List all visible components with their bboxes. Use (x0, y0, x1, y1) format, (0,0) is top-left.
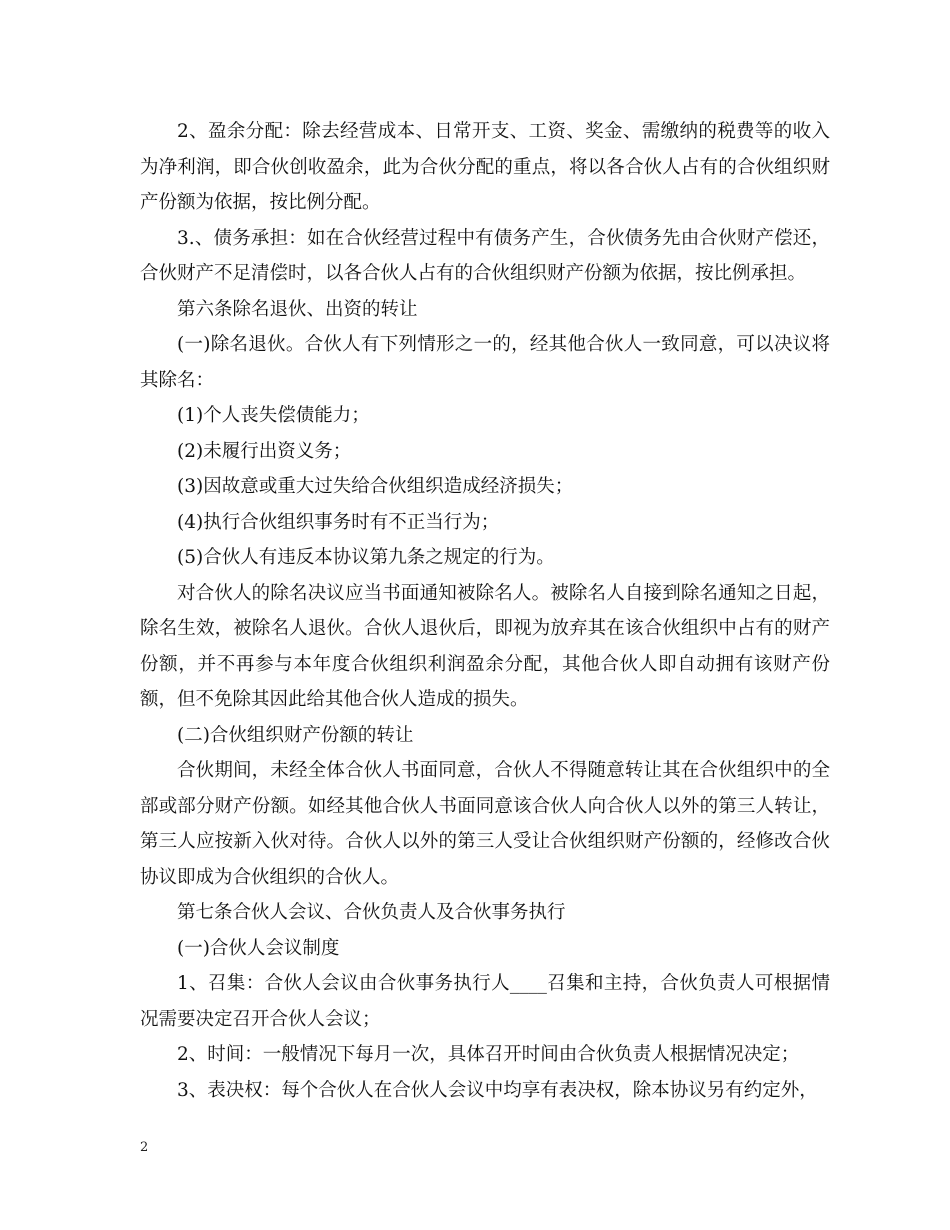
paragraph-convening: 1、召集：合伙人会议由合伙事务执行人____召集和主持，合伙负责人可根据情况需要决定召开合伙人会议； (140, 973, 830, 1030)
list-item-5: (5)合伙人有违反本协议第九条之规定的行为。 (177, 547, 555, 568)
heading-article-6: 第六条除名退伙、出资的转让 (177, 298, 418, 320)
page-number: 2 (140, 1140, 149, 1155)
heading-share-transfer: (二)合伙组织财产份额的转让 (177, 724, 414, 746)
paragraph-expulsion: (一)除名退伙。合伙人有下列情形之一的，经其他合伙人一致同意，可以决议将其除名： (140, 334, 830, 391)
document-body (140, 114, 830, 1108)
paragraph-voting-rights: 3、表决权：每个合伙人在合伙人会议中均享有表决权，除本协议另有约定外， (177, 1079, 818, 1101)
list-item-1: (1)个人丧失偿债能力； (177, 405, 370, 426)
paragraph-share-transfer: 合伙期间，未经全体合伙人书面同意，合伙人不得随意转让其在合伙组织中的全部或部分财产份额。如经其他合伙人书面同意该合伙人向合伙人以外的第三人转让，第三人应按新入伙对待。合伙人以外的第三人受让合伙组织财产份额的，经修改合伙协议即成为合伙组织的合伙人。 (140, 760, 830, 888)
list-item-4: (4)执行合伙组织事务时有不正当行为； (177, 511, 500, 533)
heading-meeting-system: (一)合伙人会议制度 (177, 937, 340, 959)
heading-article-7: 第七条合伙人会议、合伙负责人及合伙事务执行 (177, 902, 566, 923)
paragraph-expulsion-notice: 对合伙人的除名决议应当书面通知被除名人。被除名人自接到除名通知之日起，除名生效，被除名人退伙。合伙人退伙后，即视为放弃其在该合伙组织中占有的财产份额，并不再参与本年度合伙组织利润盈余分配，其他合伙人即自动拥有该财产份额，但不免除其因此给其他合伙人造成的损失。 (140, 582, 830, 710)
paragraph-time: 2、时间：一般情况下每月一次，具体召开时间由合伙负责人根据情况决定； (177, 1044, 800, 1065)
paragraph-profit-distribution: 2、盈余分配：除去经营成本、日常开支、工资、奖金、需缴纳的税费等的收入为净利润，即合伙创收盈余，此为合伙分配的重点，将以各合伙人占有的合伙组织财产份额为依据，按比例分配。 (140, 121, 830, 213)
list-item-2: (2)未履行出资义务； (177, 440, 352, 462)
list-item-3: (3)因故意或重大过失给合伙组织造成经济损失； (177, 476, 574, 497)
paragraph-debt-liability: 3.、债务承担：如在合伙经营过程中有债务产生，合伙债务先由合伙财产偿还，合伙财产不足清偿时，以各合伙人占有的合伙组织财产份额为依据，按比例承担。 (140, 227, 830, 284)
